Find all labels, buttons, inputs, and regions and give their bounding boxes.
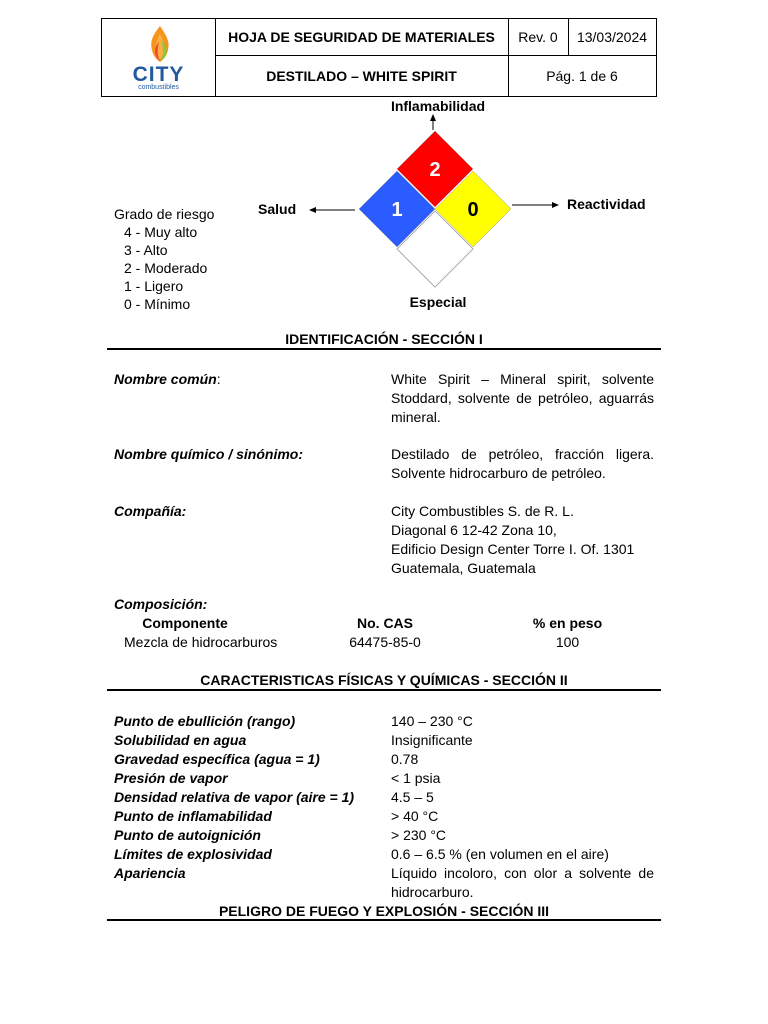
property-label: Punto de inflamabilidad (114, 808, 272, 824)
nfpa-diamond (300, 112, 570, 292)
property-row (114, 788, 654, 807)
property-row (114, 731, 654, 750)
company-line: Guatemala, Guatemala (391, 560, 536, 576)
logo-text: CITY (132, 63, 185, 86)
logo-subtext: combustibles (138, 84, 179, 91)
property-row (114, 807, 654, 826)
property-row (114, 750, 654, 769)
company-address (391, 502, 634, 578)
property-value: Líquido incoloro, con olor a solvente de hidrocarburo. (391, 865, 654, 900)
company-logo (102, 19, 215, 96)
document-date: 13/03/2024 (576, 29, 648, 45)
property-value: Insignificante (391, 732, 473, 748)
property-label: Punto de ebullición (rango) (114, 713, 296, 729)
health-value: 1 (391, 199, 403, 221)
composition-label: Composición: (114, 596, 208, 612)
nfpa-label-top: Inflamabilidad (390, 98, 486, 114)
document-header-table (101, 18, 657, 97)
section-2-rule (107, 689, 661, 691)
risk-legend-title: Grado de riesgo (114, 206, 215, 222)
page-number: Pág. 1 de 6 (546, 68, 618, 84)
risk-level-item: 2 - Moderado (124, 260, 208, 276)
property-label: Gravedad específica (agua = 1) (114, 751, 320, 767)
risk-level-item: 0 - Mínimo (124, 296, 191, 312)
nfpa-label-left: Salud (258, 201, 297, 217)
chemical-name-value: Destilado de petróleo, fracción ligera. Solvente hidrocarburo de petróleo. (391, 446, 654, 481)
chemical-name-label: Nombre químico / sinónimo: (114, 446, 304, 462)
reactivity-value: 0 (467, 199, 479, 221)
composition-header-component: Componente (142, 615, 228, 631)
section-2-title: CARACTERISTICAS FÍSICAS Y QUÍMICAS - SECCIÓN II (200, 672, 568, 688)
common-name-value: White Spirit – Mineral spirit, solvente Stoddard, solvente de petróleo, aguarrás mineral. (391, 371, 654, 425)
property-value: > 40 °C (391, 808, 439, 824)
property-value: 0.6 – 6.5 % (en volumen en el aire) (391, 846, 609, 862)
composition-header-weight: % en peso (532, 615, 603, 631)
company-line: Diagonal 6 12-42 Zona 10, (391, 522, 557, 538)
property-value: 4.5 – 5 (391, 789, 434, 805)
risk-legend (114, 205, 214, 313)
company-line: City Combustibles S. de R. L. (391, 503, 574, 519)
section-3-rule (107, 919, 661, 921)
property-row (114, 712, 654, 731)
property-row (114, 864, 654, 902)
properties-list (114, 712, 654, 902)
property-row (114, 826, 654, 845)
property-label: Límites de explosividad (114, 846, 272, 862)
composition-cell-weight: 100 (555, 634, 580, 650)
property-label: Solubilidad en agua (114, 732, 247, 748)
section-1-title: IDENTIFICACIÓN - SECCIÓN I (285, 331, 483, 347)
risk-level-item: 4 - Muy alto (124, 224, 198, 240)
property-label: Densidad relativa de vapor (aire = 1) (114, 789, 355, 805)
property-value: 140 – 230 °C (391, 713, 473, 729)
property-label: Presión de vapor (114, 770, 228, 786)
composition-cell-component: Mezcla de hidrocarburos (124, 634, 278, 650)
property-value: 0.78 (391, 751, 419, 767)
company-line: Edificio Design Center Torre I. Of. 1301 (391, 541, 635, 557)
flame-icon (140, 24, 180, 64)
property-row (114, 845, 654, 864)
revision-number: Rev. 0 (518, 29, 558, 45)
section-3-title: PELIGRO DE FUEGO Y EXPLOSIÓN - SECCIÓN III (218, 903, 550, 919)
flammability-value: 2 (429, 159, 441, 181)
property-label: Punto de autoignición (114, 827, 261, 843)
property-value: > 230 °C (391, 827, 447, 843)
property-value: < 1 psia (391, 770, 441, 786)
common-name-label: Nombre común: (114, 371, 221, 387)
risk-level-item: 1 - Ligero (124, 278, 184, 294)
product-name: DESTILADO – WHITE SPIRIT (266, 68, 457, 84)
composition-header-cas: No. CAS (357, 615, 413, 631)
section-1-rule (107, 348, 661, 350)
property-row (114, 769, 654, 788)
company-label: Compañía: (114, 503, 187, 519)
document-title: HOJA DE SEGURIDAD DE MATERIALES (228, 29, 495, 45)
nfpa-label-bottom: Especial (409, 294, 467, 310)
composition-cell-cas: 64475-85-0 (349, 634, 421, 650)
nfpa-label-right: Reactividad (567, 196, 646, 212)
risk-level-item: 3 - Alto (124, 242, 168, 258)
property-label: Apariencia (114, 865, 186, 881)
